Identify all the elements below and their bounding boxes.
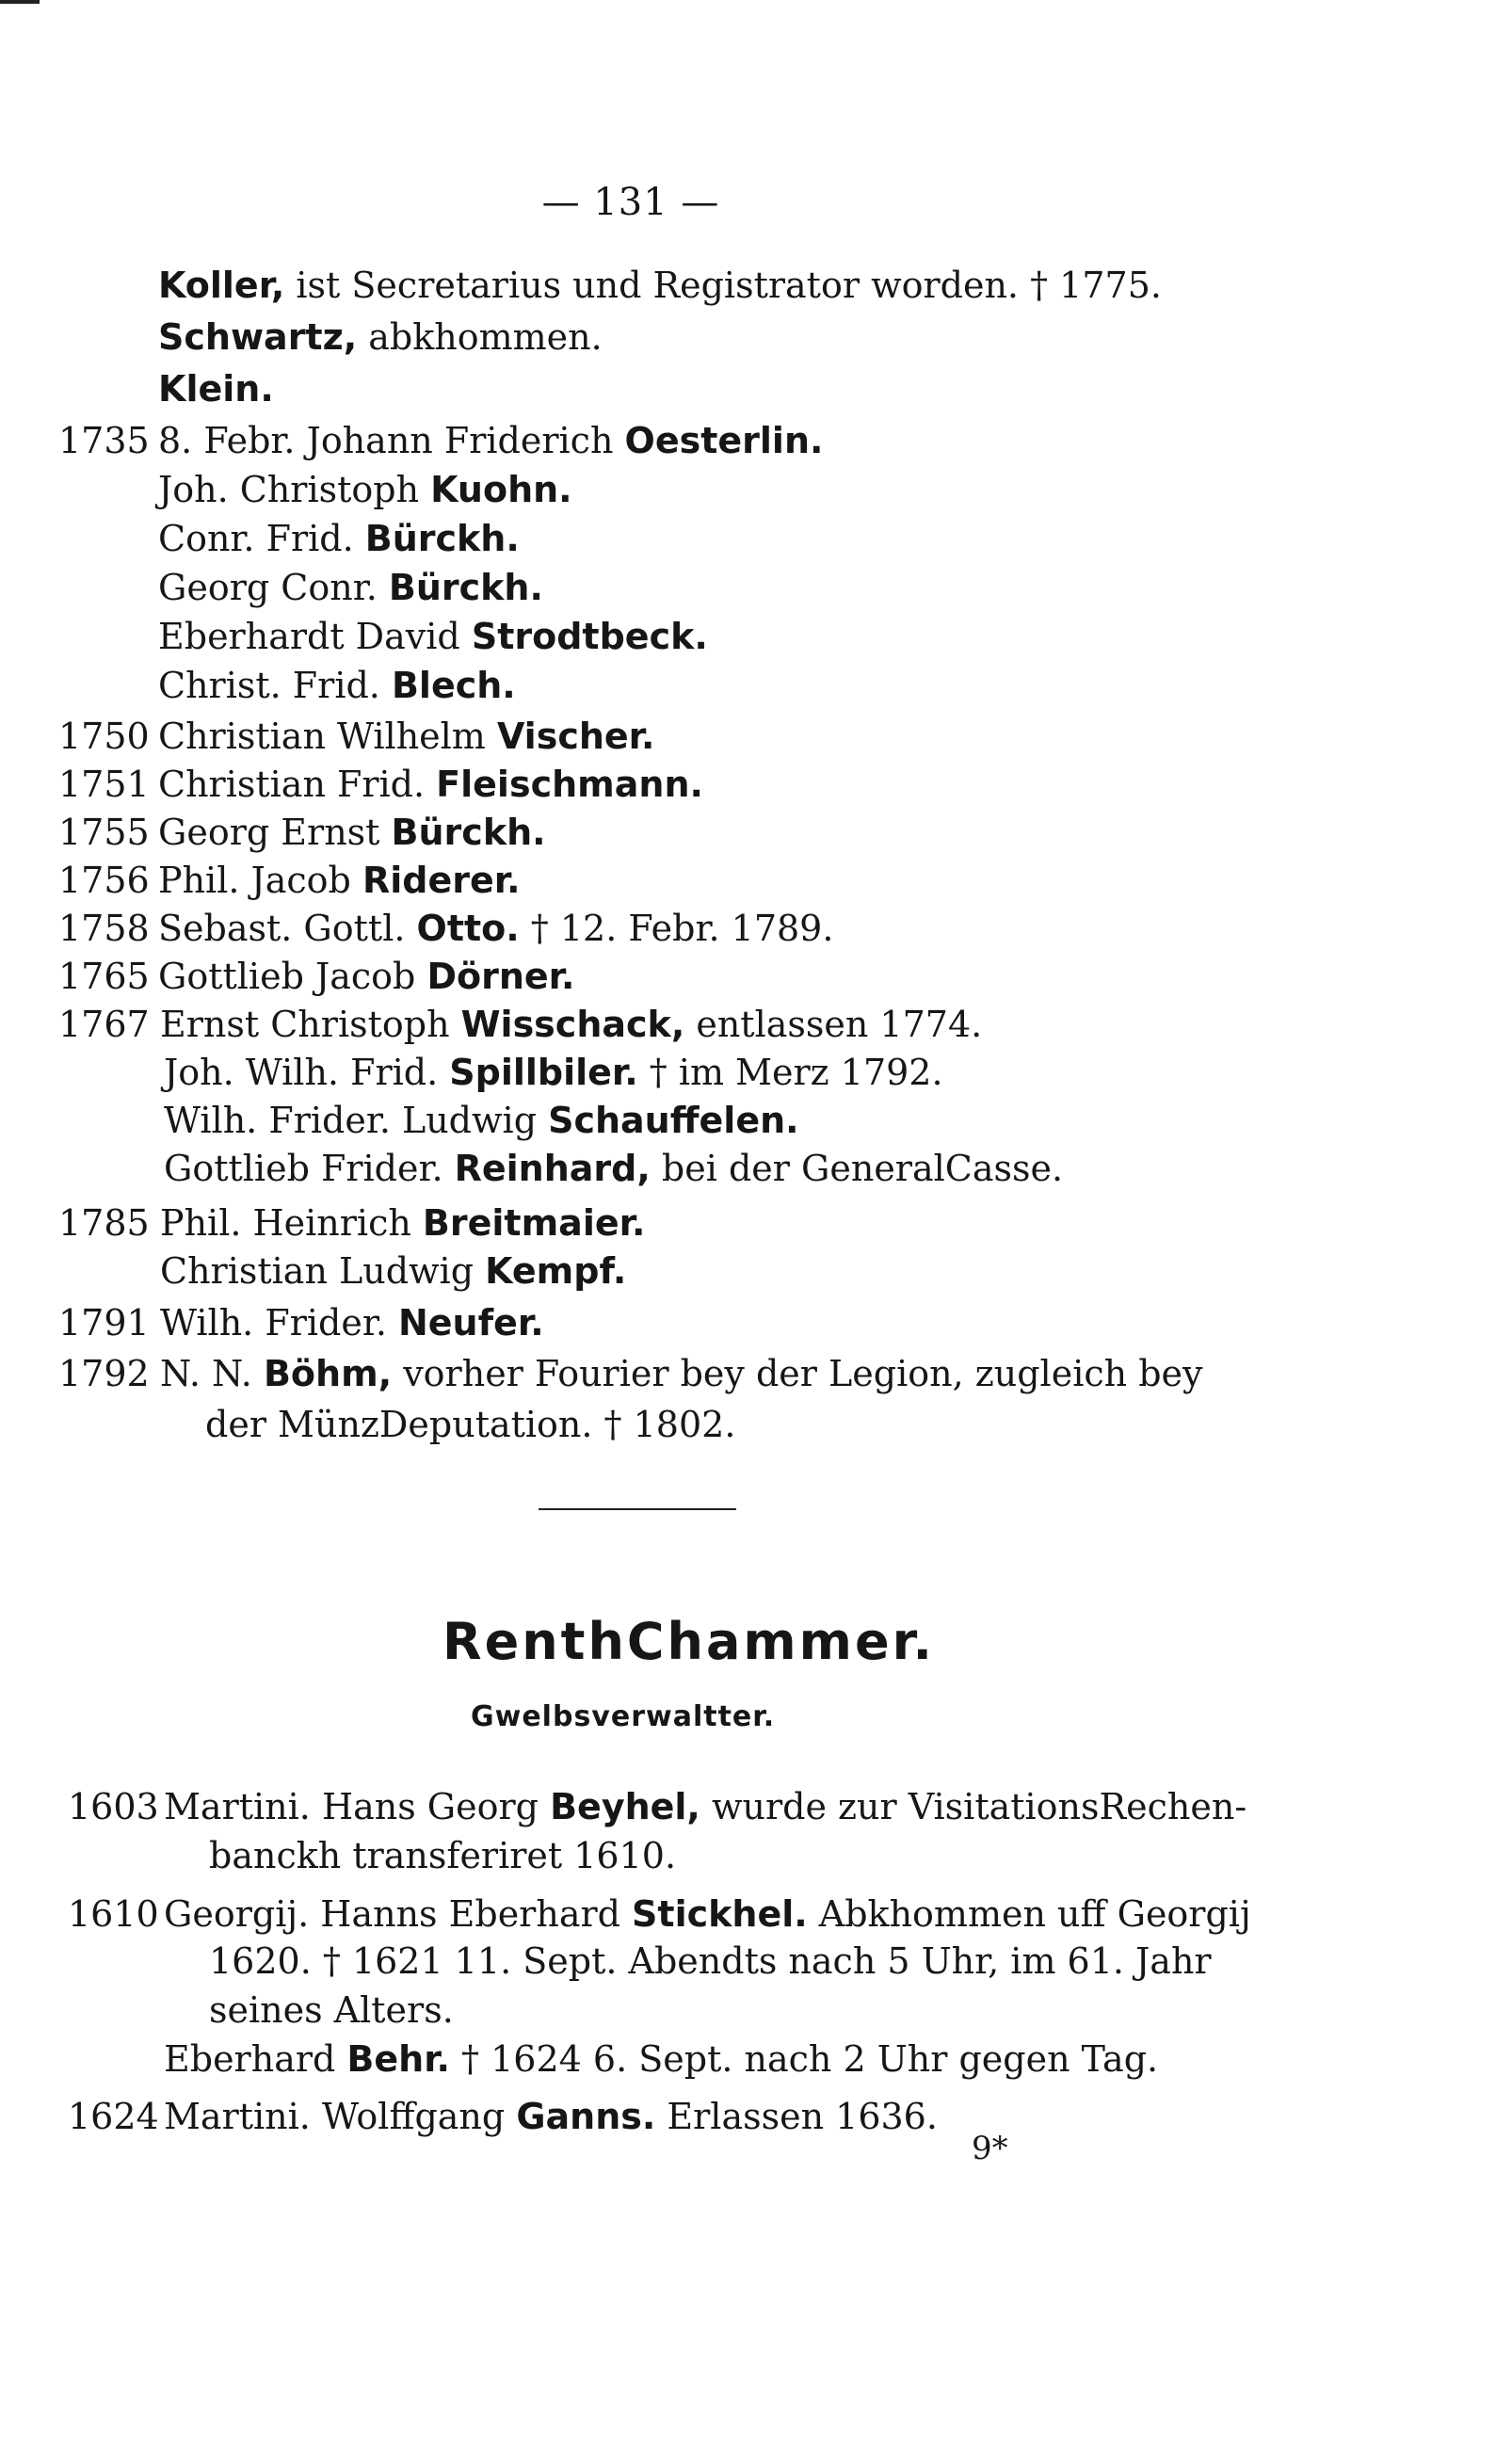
entry-year: 1751 [58,764,150,805]
entry-text: Georg Ernst [158,812,392,853]
entry-line [158,811,546,854]
section-subheading: Gwelbsverwaltter. [471,1700,776,1733]
entry-line [164,1892,1251,1936]
entry-text: vorher Fourier bey der Legion, zugleich bey [392,1353,1203,1394]
section-divider [539,1508,736,1510]
entry-line [164,1785,1247,1828]
entry-name: Klein. [158,368,274,410]
entry-text: ist Secretarius und Registrator worden. † 1775. [284,265,1162,306]
entry-line [158,517,520,560]
entry-name: Dörner. [426,956,575,997]
entry-name: Blech. [391,665,516,706]
entry-year: 1610 [68,1893,159,1935]
entry-name: Neufer. [397,1302,544,1344]
entry-name: Behr. [346,2038,450,2080]
entry-text: Christian Wilhelm [158,716,497,757]
entry-text: wurde zur VisitationsRechen- [700,1786,1247,1827]
entry-name: Bürckh. [388,567,543,608]
entry-line [160,1201,645,1245]
entry-year: 1603 [68,1786,159,1827]
entry-text: der MünzDeputation. † 1802. [205,1404,736,1445]
entry-text: Eberhardt David [158,616,472,657]
entry-text: Sebast. Gottl. [158,908,417,949]
entry-name: Beyhel, [550,1786,700,1827]
entry-line [160,1249,626,1293]
entry-text: † im Merz 1792. [637,1052,943,1093]
entry-year: 1767 [58,1004,150,1045]
entry-line [209,1834,676,1877]
entry-line [158,367,274,410]
entry-name: Kempf. [485,1250,627,1292]
entry-text: Georgij. Hanns Eberhard [164,1893,633,1935]
entry-year: 1792 [58,1353,150,1394]
entry-line [158,315,603,359]
entry-text: Eberhard [164,2038,347,2080]
entry-line [158,859,521,902]
entry-line [209,1988,454,2032]
signature-mark: 9* [972,2130,1008,2167]
entry-text: Martini. Wolffgang [164,2096,517,2137]
entry-name: Oesterlin. [624,420,824,461]
entry-line [158,468,572,511]
entry-line [164,1051,943,1094]
entry-text: seines Alters. [209,1989,454,2031]
entry-text: Gottlieb Frider. [164,1148,455,1189]
entry-year: 1791 [58,1302,150,1344]
entry-year: 1735 [58,420,150,461]
entry-text: † 12. Febr. 1789. [519,908,834,949]
entry-text: entlassen 1774. [684,1004,983,1045]
entry-line [158,907,833,950]
entry-line [209,1939,1212,1983]
entry-line [205,1403,735,1446]
entry-name: Ganns. [516,2096,656,2137]
entry-year: 1624 [68,2096,159,2137]
page-number: — 131 — [541,181,720,224]
entry-text: bei der GeneralCasse. [650,1148,1064,1189]
entry-year: 1750 [58,716,150,757]
entry-year: 1755 [58,812,150,853]
entry-text: Wilh. Frider. [160,1302,398,1344]
entry-year: 1756 [58,860,150,901]
entry-year: 1785 [58,1202,150,1244]
entry-text: Erlassen 1636. [655,2096,938,2137]
entry-line [158,566,543,609]
entry-line [158,955,574,998]
entry-name: Wisschack, [460,1004,685,1045]
entry-name: Koller, [158,265,285,306]
entry-year: 1758 [58,908,150,949]
entry-text: Ernst Christoph [160,1004,461,1045]
entry-text: 8. Febr. Johann Friderich [158,420,625,461]
entry-line [158,763,703,806]
entry-text: † 1624 6. Sept. nach 2 Uhr gegen Tag. [449,2038,1159,2080]
entry-text: Wilh. Frider. Ludwig [164,1100,549,1141]
entry-name: Vischer. [496,716,655,757]
entry-line [160,1003,982,1046]
entry-name: Breitmaier. [422,1202,646,1244]
entry-line [158,715,654,758]
entry-year: 1765 [58,956,150,997]
entry-line [164,1147,1063,1190]
entry-line [160,1301,544,1344]
entry-text: Phil. Jacob [158,860,362,901]
entry-text: Abkhommen uff Georgij [807,1893,1251,1935]
entry-name: Strodtbeck. [471,616,708,657]
entry-text: 1620. † 1621 11. Sept. Abendts nach 5 Uhr, im 61. Jahr [209,1940,1212,1982]
entry-name: Reinhard, [454,1148,651,1189]
entry-text: Joh. Christoph [158,469,431,510]
entry-text: Christian Frid. [158,764,437,805]
entry-name: Spillbiler. [449,1052,638,1093]
entry-line [164,2095,938,2138]
entry-text: abkhommen. [357,316,603,358]
entry-text: N. N. [160,1353,264,1394]
scan-corner-mark [0,0,40,4]
entry-name: Bürckh. [364,518,520,559]
entry-name: Stickhel. [632,1893,808,1935]
entry-text: Christ. Frid. [158,665,392,706]
entry-text: Martini. Hans Georg [164,1786,551,1827]
entry-name: Otto. [416,908,520,949]
entry-name: Bürckh. [391,812,546,853]
entry-name: Riderer. [362,860,521,901]
entry-line [158,615,708,658]
entry-name: Schwartz, [158,316,358,358]
section-heading: RenthChammer. [442,1612,936,1671]
entry-text: Christian Ludwig [160,1250,486,1292]
entry-text: Gottlieb Jacob [158,956,427,997]
entry-text: Georg Conr. [158,567,389,608]
entry-name: Schauffelen. [548,1100,799,1141]
entry-text: Phil. Heinrich [160,1202,423,1244]
entry-line [158,664,516,707]
entry-line [158,419,823,462]
entry-line [164,2037,1158,2081]
entry-text: Conr. Frid. [158,518,365,559]
entry-line [158,264,1162,307]
entry-name: Böhm, [263,1353,393,1394]
entry-text: Joh. Wilh. Frid. [164,1052,450,1093]
entry-name: Kuohn. [430,469,572,510]
entry-line [164,1099,799,1142]
entry-text: banckh transferiret 1610. [209,1835,677,1876]
entry-line [160,1352,1202,1395]
entry-name: Fleischmann. [436,764,703,805]
